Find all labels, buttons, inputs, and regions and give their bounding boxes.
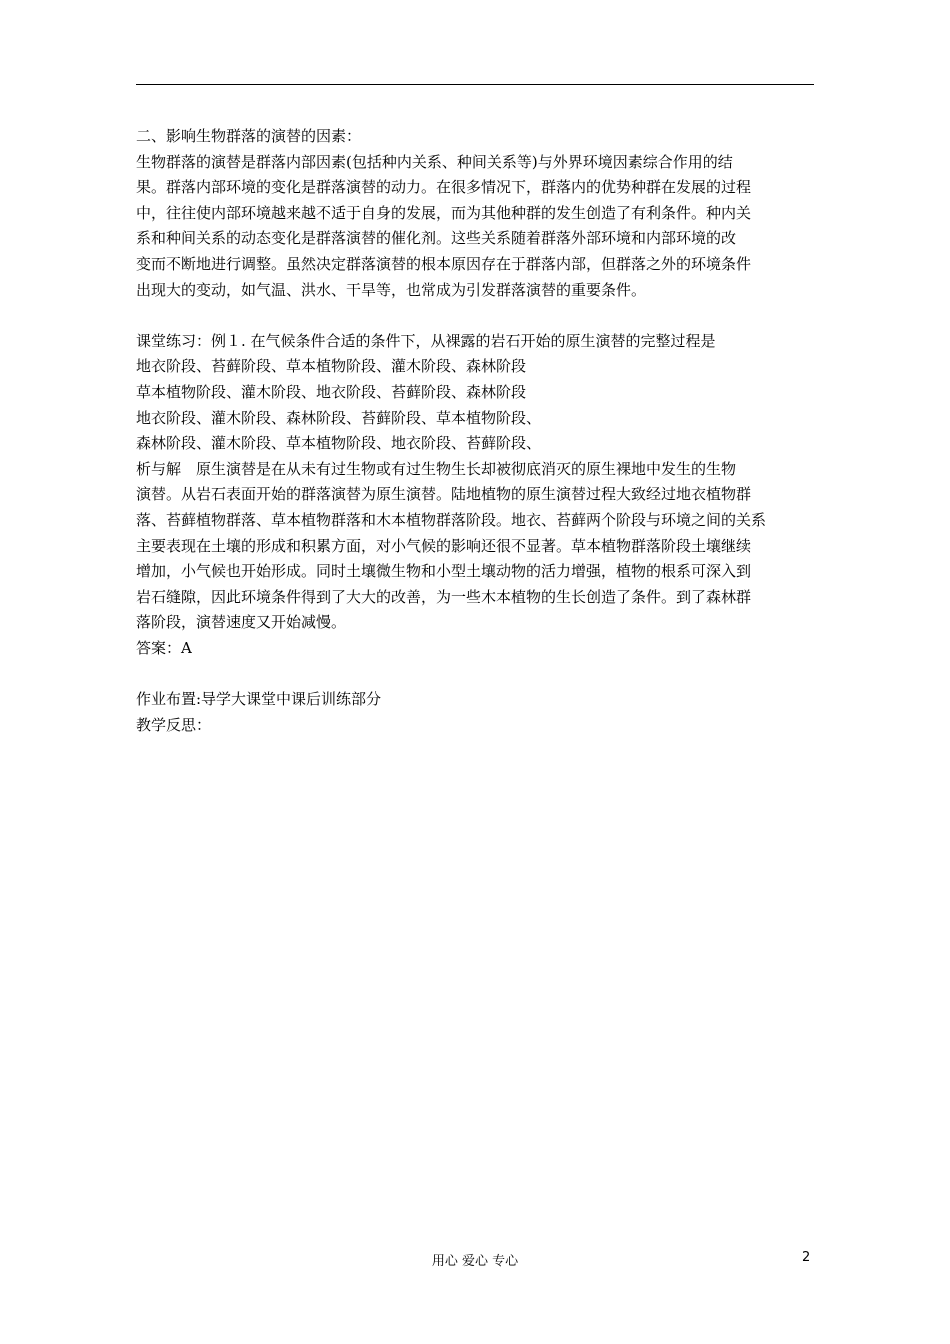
section-heading: 二、影响生物群落的演替的因素： <box>136 127 362 145</box>
answer: 答案：A <box>136 638 192 657</box>
analysis-line: 岩石缝隙，因此环境条件得到了大大的改善，为一些木本植物的生长创造了条件。到了森林群 <box>136 587 752 606</box>
exercise-question: 课堂练习：例１. 在气候条件合适的条件下，从裸露的岩石开始的原生演替的完整过程是 <box>136 331 716 350</box>
paragraph-line: 生物群落的演替是群落内部因素(包括种内关系、种间关系等)与外界环境因素综合作用的结 <box>136 152 733 171</box>
exercise-option: 森林阶段、灌木阶段、草本植物阶段、地衣阶段、苔藓阶段、 <box>136 434 542 453</box>
paragraph-line: 出现大的变动，如气温、洪水、干旱等，也常成为引发群落演替的重要条件。 <box>136 280 647 299</box>
page-content <box>136 124 816 738</box>
exercise-option: 草本植物阶段、灌木阶段、地衣阶段、苔藓阶段、森林阶段 <box>136 382 527 401</box>
blank-line <box>136 303 816 329</box>
analysis-line: 主要表现在土壤的形成和积累方面，对小气候的影响还很不显著。草本植物群落阶段土壤继续 <box>136 536 752 555</box>
exercise-option: 地衣阶段、苔藓阶段、草本植物阶段、灌木阶段、森林阶段 <box>136 357 527 376</box>
analysis-line: 演替。从岩石表面开始的群落演替为原生演替。陆地植物的原生演替过程大致经过地衣植物群 <box>136 485 752 504</box>
paragraph-line: 变而不断地进行调整。虽然决定群落演替的根本原因存在于群落内部，但群落之外的环境条件 <box>136 254 752 273</box>
paragraph-line: 中，往往使内部环境越来越不适于自身的发展，而为其他种群的发生创造了有利条件。种内关 <box>136 203 752 222</box>
teaching-reflection: 教学反思： <box>136 715 212 734</box>
footer-slogan: 用心 爱心 专心 <box>431 1254 519 1269</box>
page-number: 2 <box>802 1250 811 1265</box>
analysis-line: 落阶段，演替速度又开始减慢。 <box>136 613 347 632</box>
header-rule <box>136 84 814 85</box>
analysis-line: 析与解 原生演替是在从未有过生物或有过生物生长却被彻底消灭的原生裸地中发生的生物 <box>136 459 737 478</box>
analysis-line: 落、苔藓植物群落、草本植物群落和木本植物群落阶段。地衣、苔藓两个阶段与环境之间的关系 <box>136 510 767 529</box>
analysis-line: 增加，小气候也开始形成。同时土壤微生物和小型土壤动物的活力增强，植物的根系可深入到 <box>136 562 752 581</box>
exercise-option: 地衣阶段、灌木阶段、森林阶段、苔藓阶段、草本植物阶段、 <box>136 408 542 427</box>
blank-line <box>136 661 816 687</box>
homework-assignment: 作业布置:导学大课堂中课后训练部分 <box>136 690 382 709</box>
paragraph-line: 果。群落内部环境的变化是群落演替的动力。在很多情况下，群落内的优势种群在发展的过程 <box>136 178 752 197</box>
paragraph-line: 系和种间关系的动态变化是群落演替的催化剂。这些关系随着群落外部环境和内部环境的改 <box>136 229 737 248</box>
